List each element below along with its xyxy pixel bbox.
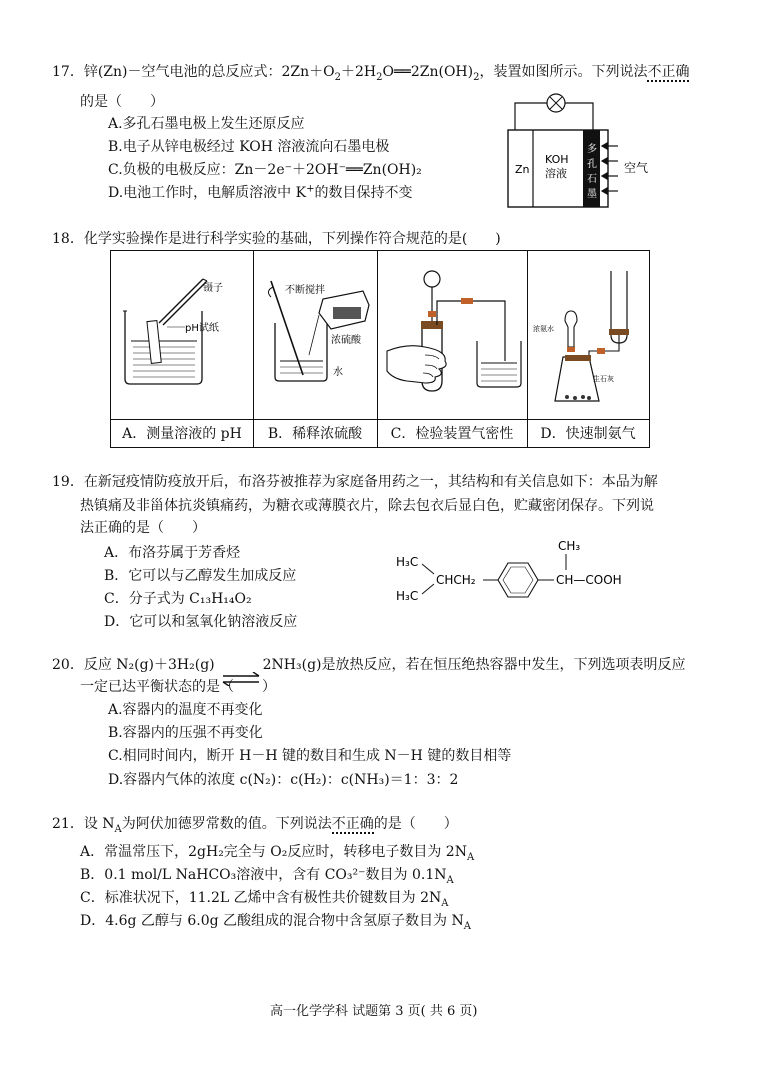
air-label: 空气 bbox=[624, 161, 649, 175]
svg-text:多: 多 bbox=[587, 144, 597, 155]
q19-stem-line1: 19．在新冠疫情防疫放开后，布洛芬被推荐为家庭备用药之一，其结构和有关信息如下：本品为解 bbox=[52, 474, 658, 490]
q18-caption-b: B．稀释浓硫酸 bbox=[253, 419, 377, 448]
water-label: 水 bbox=[333, 367, 343, 378]
q21-option-a: A．常温常压下，2gH₂完全与 O₂反应时，转移电子数目为 $2N_A$ bbox=[80, 844, 475, 863]
q18-cell-c bbox=[377, 251, 528, 447]
q18-stem: 18．化学实验操作是进行科学实验的基础，下列操作符合规范的是( ) bbox=[52, 231, 501, 247]
q20-stem-line2: 一定已达平衡状态的是（ ） bbox=[80, 679, 276, 695]
solution-label: 溶液 bbox=[545, 167, 567, 180]
q17-option-b: B.电子从锌电极经过 KOH 溶液流向石墨电极 bbox=[108, 139, 390, 155]
q20-option-b: B.容器内的压强不再变化 bbox=[108, 725, 263, 741]
page-footer: 高一化学学科 试题第 3 页( 共 6 页) bbox=[270, 1004, 478, 1019]
svg-text:CH—COOH: CH—COOH bbox=[556, 573, 622, 587]
stir-label: 不断搅拌 bbox=[285, 285, 325, 296]
q20-option-a: A.容器内的温度不再变化 bbox=[108, 702, 263, 718]
q21-option-c: C．标准状况下，11.2L 乙烯中含有极性共价键数目为 $2N_A$ bbox=[80, 890, 449, 909]
svg-text:CHCH₂: CHCH₂ bbox=[436, 573, 476, 587]
q18-cell-d bbox=[527, 251, 649, 447]
zn-label: Zn bbox=[515, 163, 530, 176]
zinc-air-battery-diagram bbox=[500, 90, 670, 212]
lime-label: 生石灰 bbox=[593, 375, 614, 383]
q21-option-d: D．4.6g 乙醇与 6.0g 乙酸组成的混合物中含氢原子数目为 $N_A$ bbox=[80, 913, 471, 932]
q17-stem-line2: 的是（ ） bbox=[80, 94, 164, 110]
ammonia-label: 浓氨水 bbox=[533, 325, 554, 333]
ammonia-prep-figure bbox=[527, 251, 649, 419]
q21-stem: 21．设 $N_A$为阿伏加德罗常数的值。下列说法不正确的是（ ） bbox=[52, 816, 458, 835]
q18-cell-b bbox=[253, 251, 378, 447]
tweezers-label: 镊子 bbox=[203, 283, 223, 294]
svg-text:墨: 墨 bbox=[587, 189, 597, 200]
q18-apparatus-table bbox=[110, 250, 650, 448]
q19-stem-line2: 热镇痛及非甾体抗炎镇痛药，为糖衣或薄膜衣片，除去包衣后显白色，贮藏密闭保存。下列说 bbox=[80, 498, 654, 514]
acid-label: 浓硫酸 bbox=[331, 335, 361, 346]
svg-text:H₃C: H₃C bbox=[396, 555, 419, 569]
q17-option-a: A.多孔石墨电极上发生还原反应 bbox=[108, 116, 305, 132]
q19-option-c: C．分子式为 C₁₃H₁₄O₂ bbox=[104, 591, 252, 607]
q20-option-d: D.容器内气体的浓度 c(N₂)：c(H₂)：c(NH₃)＝1：3：2 bbox=[108, 772, 459, 788]
q20-stem-line1: 20．反应 N₂(g)＋3H₂(g) 2NH₃(g)是放热反应，若在恒压绝热容器中发生，下列选项表明反应 bbox=[52, 655, 686, 675]
svg-text:H₃C: H₃C bbox=[396, 589, 419, 603]
q21-option-b: B．0.1 mol/L NaHCO₃溶液中，含有 CO₃²⁻数目为 $0.1N_A$ bbox=[80, 867, 454, 886]
q19-option-b: B．它可以与乙醇发生加成反应 bbox=[104, 568, 297, 584]
svg-text:孔: 孔 bbox=[587, 159, 597, 170]
q18-caption-c: C．检验装置气密性 bbox=[377, 419, 527, 448]
q19-stem-line3: 法正确的是（ ） bbox=[80, 520, 206, 536]
q19-option-d: D．它可以和氢氧化钠溶液反应 bbox=[104, 614, 298, 630]
dilute-acid-figure bbox=[253, 251, 377, 419]
ibuprofen-structure bbox=[390, 536, 650, 606]
koh-label: KOH bbox=[545, 153, 569, 166]
ph-paper-label: pH试纸 bbox=[185, 323, 219, 334]
q18-caption-a: A．测量溶液的 pH bbox=[111, 419, 253, 448]
q19-option-a: A．布洛芬属于芳香烃 bbox=[104, 545, 241, 561]
svg-text:石: 石 bbox=[587, 174, 597, 185]
q17-stem-line1: 17．锌(Zn)－空气电池的总反应式：$2Zn+O_2+2H_2O══2Zn(OH)_2$，装置如图所示。下列说法不正确 bbox=[52, 64, 690, 83]
q17-option-c: C.负极的电极反应：Zn－2e⁻＋2OH⁻══Zn(OH)₂ bbox=[108, 162, 422, 178]
q17-option-d: D.电池工作时，电解质溶液中 K+的数目保持不变 bbox=[108, 183, 413, 201]
q18-caption-d: D．快速制氨气 bbox=[527, 419, 649, 448]
svg-text:CH₃: CH₃ bbox=[558, 539, 581, 553]
q18-cell-a bbox=[111, 251, 254, 447]
airtightness-figure bbox=[377, 251, 527, 419]
q20-option-c: C.相同时间内，断开 H－H 键的数目和生成 N－H 键的数目相等 bbox=[108, 748, 512, 764]
ph-measurement-figure bbox=[111, 251, 253, 419]
